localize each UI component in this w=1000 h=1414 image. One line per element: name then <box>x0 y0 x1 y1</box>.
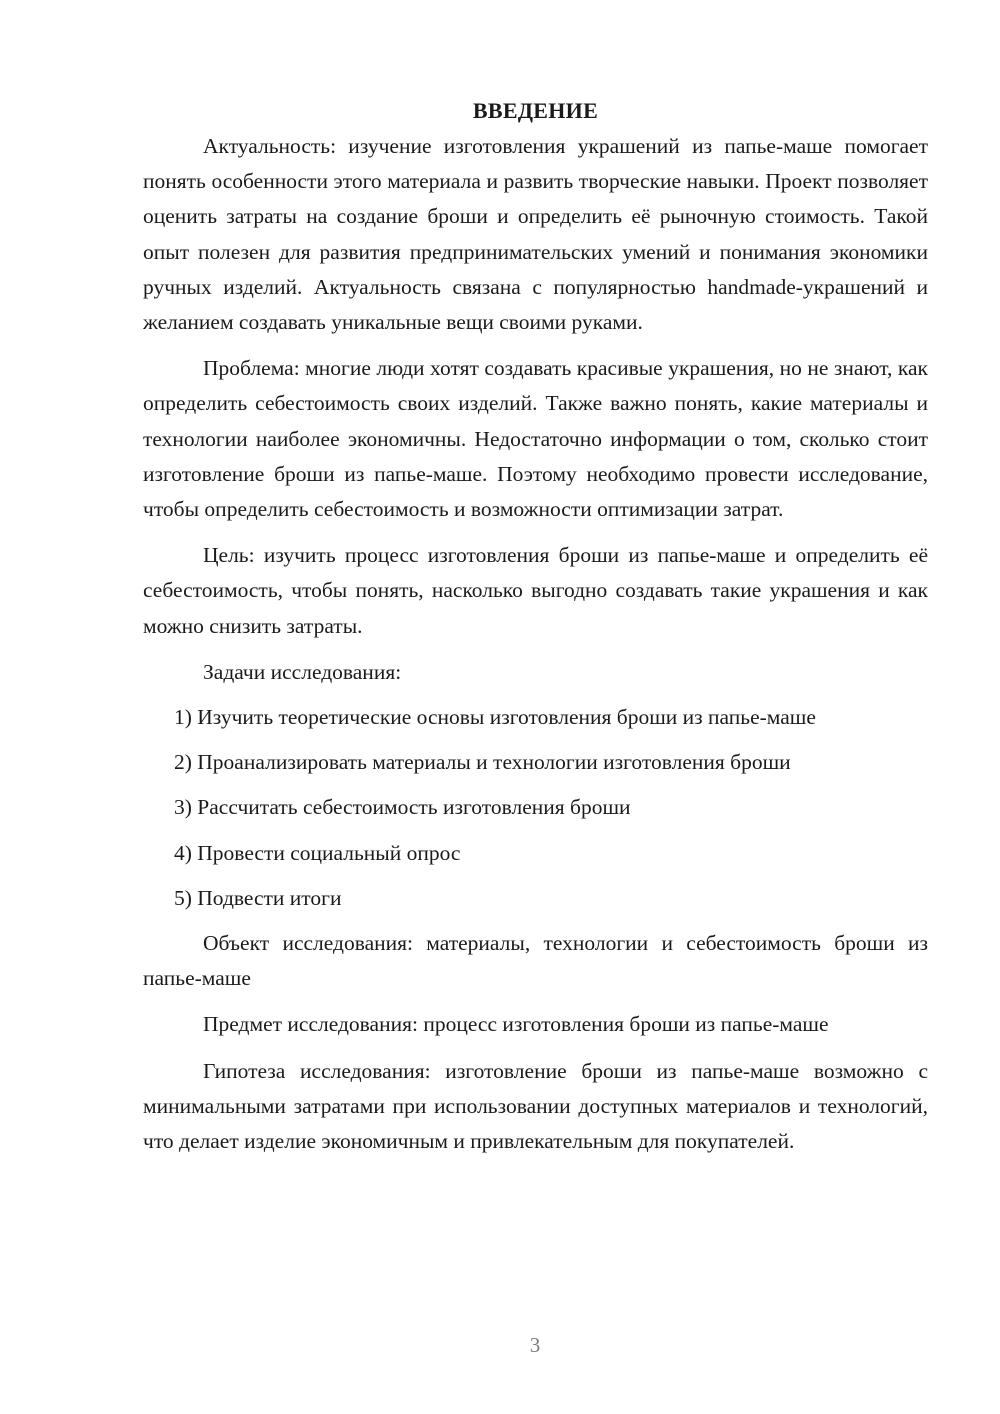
task-item: 2) Проанализировать материалы и технологии изготовления броши <box>174 750 791 775</box>
document-page <box>143 96 928 1170</box>
task-item: 3) Рассчитать себестоимость изготовления броши <box>174 795 631 820</box>
tasks-heading: Задачи исследования: <box>203 659 402 684</box>
page-title: ВВЕДЕНИЕ <box>472 98 599 123</box>
subject-paragraph: Предмет исследования: процесс изготовления броши из папье-маше <box>203 1012 829 1037</box>
problem-paragraph: Проблема: многие люди хотят создавать красивые украшения, но не знают, как определить себестоимость своих изделий. Также важно понять, какие материалы и технологии наиболее экономичны. Недостаточно информации о том, сколько стоит изготовление броши из папье-маше. Поэтому необходимо провести исследование, чтобы определить себестоимость и возможности оптимизации затрат. <box>143 356 928 522</box>
object-paragraph: Объект исследования: материалы, технологии и себестоимость броши из папье-маше <box>143 931 928 991</box>
tasks-list <box>143 700 928 916</box>
relevance-paragraph: Актуальность: изучение изготовления украшений из папье-маше помогает понять особенности этого материала и развить творческие навыки. Проект позволяет оценить затраты на создание броши и определить её рыночную стоимость. Такой опыт полезен для развития предпринимательских умений и понимания экономики ручных изделий. Актуальность связана с популярностью handmade-украшений и желанием создавать уникальные вещи своими руками. <box>143 134 928 335</box>
task-item: 4) Провести социальный опрос <box>174 840 461 865</box>
hypothesis-paragraph: Гипотеза исследования: изготовление броши из папье-маше возможно с минимальными затратами при использовании доступных материалов и технологий, что делает изделие экономичным и привлекательным для покупателей. <box>143 1058 928 1154</box>
task-item: 1) Изучить теоретические основы изготовления броши из папье-маше <box>174 705 816 730</box>
goal-paragraph: Цель: изучить процесс изготовления броши из папье-маше и определить её себестоимость, чтобы понять, насколько выгодно создавать такие украшения и как можно снизить затраты. <box>143 543 928 638</box>
task-item: 5) Подвести итоги <box>174 885 342 910</box>
page-number: 3 <box>529 1333 541 1357</box>
